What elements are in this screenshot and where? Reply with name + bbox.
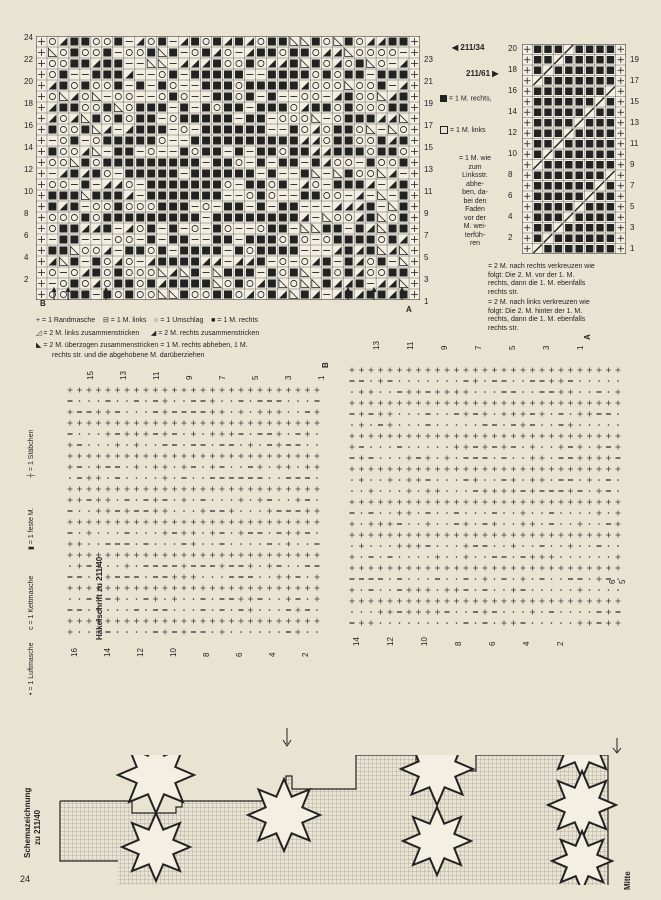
row-number: 20 [24,77,33,86]
filled-square-icon [440,95,447,102]
pattern-code-left: ◀ 211/34 [452,43,485,52]
crochet-key-staebchen: ┼ = 1 Stäbchen [28,429,35,478]
k2tog-right-icon: ◢ [150,330,157,337]
row-number: 2 [508,233,513,242]
row-number: 5 [424,253,429,262]
crochet-row-number: 10 [420,637,429,646]
crochet-row-number: 2 [301,652,310,657]
umschlag-icon: ○ [154,317,159,324]
row-number: 14 [24,143,33,152]
schema-title-line2: zu 211/40 [33,809,42,845]
crochet-row-number: 11 [152,371,161,380]
crochet-row-number: 4 [522,641,531,646]
crochet-row-number: 6 [488,641,497,646]
legend-line: ren [469,240,481,247]
row-number: 8 [24,209,29,218]
crochet-row-number: 12 [136,648,145,657]
row-number: 18 [24,99,33,108]
row-number: 7 [630,181,635,190]
knitting-chart-small [522,44,626,254]
crochet-row-number: 5 [508,345,517,350]
crochet-row-number: 9 [185,375,194,380]
row-number: 4 [24,253,29,262]
legend-line: ben, da- [462,189,488,196]
crochet-row-number: 11 [406,341,415,350]
crochet-row-number: 1 [576,345,585,350]
legend-line: = 2 M. nach rechts verkreuzen wie [488,263,595,270]
row-number: 18 [508,65,517,74]
legend-line: Faden [465,206,485,213]
row-number: 13 [424,165,433,174]
legend-line: folgt: Die 2. M. vor der 1. M. [488,271,575,279]
crochet-row-number: 3 [284,375,293,380]
crochet-key-luftmasche: • = 1 Luftmasche [28,642,35,695]
legend-line-3: ◣ = 2 M. überzogen zusammenstricken = 1 M. rechts abheben, 1 M. [36,342,248,349]
row-number: 4 [508,212,513,221]
legend-line: abhe- [466,180,484,188]
crochet-row-number: 2 [556,641,565,646]
crochet-row-number: 3 [542,345,551,350]
row-number: 16 [24,121,33,130]
row-number: 21 [424,77,433,86]
row-number: 11 [630,139,639,148]
main-chart-arrows [52,287,432,301]
row-number: 8 [508,170,513,179]
row-number: 23 [424,55,433,64]
row-number: 14 [508,107,517,116]
row-number: 7 [424,231,429,240]
page-number: 24 [20,874,31,884]
side-legend-rechts: = 1 M. rechts, [440,95,510,104]
row-number: 15 [630,97,639,106]
legend-line: bei den [463,197,487,205]
row-number: 12 [24,165,33,174]
center-arrow-icon [282,728,292,753]
legend-line-4: rechts str. und die abgehobene M. darüberziehen [52,352,205,359]
legend-line: = 2 M. nach links verkreuzen wie [488,299,590,306]
side-legend-wie [440,155,513,249]
crochet-row-number: 12 [386,637,395,646]
row-number: 17 [424,121,433,130]
row-number: 10 [24,187,33,196]
crochet-side-number: 6 [608,579,617,584]
row-number: 1 [630,244,635,253]
cross-right-legend [488,263,658,297]
row-number: 16 [508,86,517,95]
crochet-row-number: 8 [454,641,463,646]
crochet-row-number: 14 [103,648,112,657]
row-number: 12 [508,128,517,137]
cross-left-legend [488,299,658,333]
legend-line: terfüh- [464,231,486,239]
row-number: 3 [424,275,429,284]
crochet-marker-a: A [583,334,592,340]
right-arrow-icon [610,738,624,759]
crochet-row-number: 7 [218,375,227,380]
row-number: 22 [24,55,33,64]
row-number: 19 [424,99,433,108]
legend-line-1: + = 1 Randmasche ⊟ = 1 M. links ○ = 1 Umschlag ■ = 1 M. rechts [36,317,258,324]
crochet-title: Häkelschrift zu 211/40 [95,556,104,640]
schema-title-line1: Schemazeichnung [23,787,32,858]
crochet-key-kettmasche: c = 1 Kettmasche [28,575,35,630]
crochet-row-number: 10 [169,648,178,657]
legend-line: rechts, dann die 1. M. ebenfalls [488,280,586,287]
crochet-row-number: 9 [440,345,449,350]
row-number: 10 [508,149,517,158]
dash-square-icon [440,126,448,134]
row-number: 2 [24,275,29,284]
legend-line-2: ◿ = 2 M. links zusammenstricken ◢ = 2 M. rechts zusammenstricken [36,330,260,337]
crochet-side-number: 5 [618,579,627,584]
crochet-row-number: 14 [352,637,361,646]
skp-icon: ◣ [36,342,42,349]
row-number: 1 [424,297,429,306]
crochet-key-festemasche: ▮ = 1 feste M. [28,507,35,550]
row-number: 11 [424,187,433,196]
row-number: 15 [424,143,433,152]
row-number: 13 [630,118,639,127]
legend-line: Linksstr. [462,172,488,179]
row-number: 19 [630,55,639,64]
crochet-row-number: 13 [119,371,128,380]
crochet-row-number: 4 [268,652,277,657]
row-number: 17 [630,76,639,85]
crochet-marker-b: B [321,362,330,368]
main-chart-marker-b: B [40,299,46,308]
row-number: 9 [630,160,635,169]
schema-mitte-label: Mitte [623,871,632,890]
pattern-code-right: 211/61 ▶ [466,69,499,78]
row-number: 24 [24,33,33,42]
legend-line: rechts, dann die 1. M. ebenfalls [488,316,586,323]
crochet-row-number: 15 [86,371,95,380]
main-chart-marker-a: A [406,305,412,314]
knitting-chart-main [36,36,420,300]
crochet-row-number: 13 [372,341,381,350]
legend-line: = 1 M. wie [458,155,492,162]
crochet-row-number: 7 [474,345,483,350]
legend-line: zum [468,163,482,171]
crochet-row-number: 8 [202,652,211,657]
links-icon: ⊟ [102,317,109,324]
crochet-row-number: 1 [317,375,326,380]
row-number: 9 [424,209,429,218]
crochet-row-number: 16 [70,648,79,657]
k2tog-left-icon: ◿ [36,330,42,337]
crochet-row-number: 6 [235,652,244,657]
crochet-row-number: 5 [251,375,260,380]
legend-line: vor der [464,214,486,222]
row-number: 20 [508,44,517,53]
legend-line: rechts str. [488,288,519,296]
legend-line: rechts str. [488,324,519,332]
legend-line: M. wei- [463,223,487,230]
rechts-icon: ■ [211,317,216,324]
row-number: 6 [24,231,29,240]
legend-line: folgt: Die 2. M. hinter der 1. M. [488,307,583,315]
row-number: 6 [508,191,513,200]
row-number: 3 [630,223,635,232]
crochet-chart [60,360,650,650]
side-legend-links: = 1 M. links [440,126,510,135]
schema-drawing [56,755,626,885]
row-number: 5 [630,202,635,211]
rand-icon: + [36,317,41,324]
